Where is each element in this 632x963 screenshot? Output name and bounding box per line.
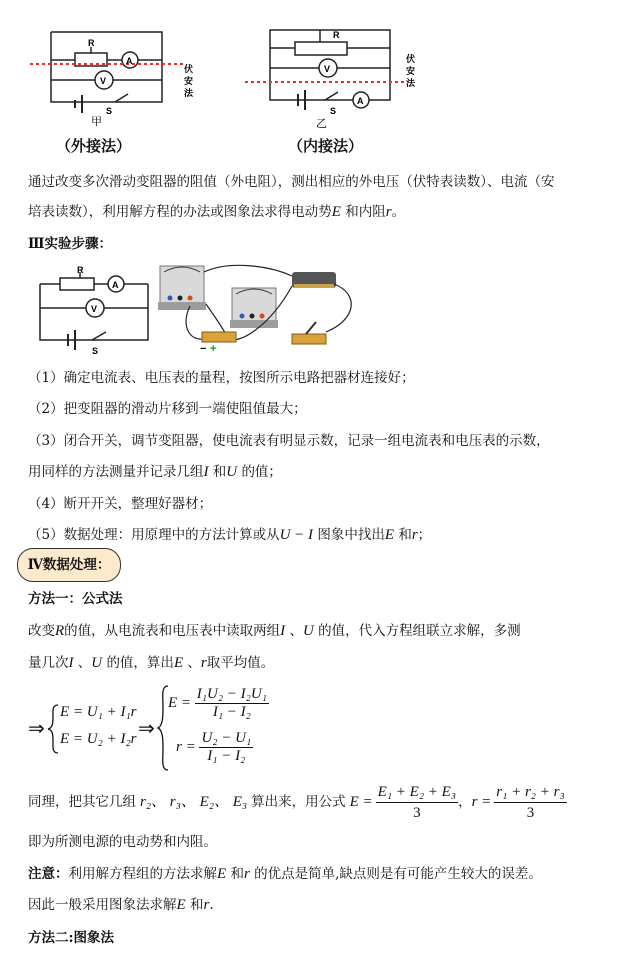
svg-text:甲: 甲 — [91, 116, 102, 128]
step-1: （1）确定电流表、电压表的量程，按图所示电路把器材连接好； — [28, 370, 415, 386]
svg-text:R: R — [77, 265, 84, 275]
solution-r: r = $\frac{\text{U₂ − U₁}}{\text{I₁ − I₂}}$ — [176, 730, 252, 764]
svg-text:法: 法 — [406, 78, 416, 88]
step-3: （3）闭合开关，调节变阻器，使电流表有明显示数，记录一组电流表和电压表的示数， — [28, 433, 550, 449]
svg-text:A: A — [126, 56, 133, 66]
method1-line-2: 量几次I 、U 的值，算出E 、r取平均值。 — [28, 655, 275, 671]
circuit-internal — [245, 30, 416, 130]
step-2: （2）把变阻器的滑动片移到一端使阻值最大； — [28, 401, 307, 417]
experiment-figure — [30, 264, 390, 358]
svg-text:法: 法 — [184, 88, 194, 98]
plus-sign: + — [210, 343, 217, 355]
svg-text:安: 安 — [184, 76, 194, 86]
section-steps-title: Ⅲ实验步骤： — [28, 236, 112, 252]
section-data-badge: Ⅳ数据处理： — [17, 548, 121, 582]
equation-2: E = U₂ + I₂r — [60, 731, 137, 747]
svg-text:A: A — [357, 96, 364, 106]
method1-line-1: 改变R的值，从电流表和电压表中读取两组I 、U 的值，代入方程组联立求解，多测 — [28, 623, 521, 639]
svg-text:S: S — [106, 106, 113, 116]
conclusion: 即为所测电源的电动势和内阻。 — [28, 834, 217, 850]
svg-text:S: S — [92, 346, 99, 356]
note-line-1: 注意：利用解方程组的方法求解E 和r 的优点是简单,缺点则是有可能产生较大的误差。 — [28, 866, 542, 882]
caption-external: （外接法） — [56, 137, 132, 155]
apparatus-photo — [158, 265, 351, 355]
step-4: （4）断开开关，整理好器材； — [28, 496, 213, 512]
intro-line-2: 培表读数），利用解方程的办法或图象法求得电动势E 和内阻r。 — [28, 204, 406, 220]
svg-text:安: 安 — [406, 66, 416, 76]
equation-1: E = U₁ + I₁r — [60, 704, 137, 720]
brace-left-1 — [46, 703, 60, 755]
solution-e: E = $\frac{\text{I₁U₂ − I₂U₁}}{\text{I₁ − I₂}}$ — [168, 686, 267, 720]
circuit-external — [30, 32, 194, 128]
resistor-r-right — [295, 42, 347, 55]
svg-text:R: R — [88, 38, 95, 48]
step-3-cont: 用同样的方法测量并记录几组I 和U 的值； — [28, 464, 282, 480]
svg-text:R: R — [333, 30, 340, 40]
steps-circuit — [40, 265, 148, 356]
method1-title: 方法一：公式法 — [28, 591, 123, 607]
step-5: （5）数据处理：用原理中的方法计算或从U − I 图象中找出E 和r； — [28, 527, 432, 543]
svg-text:乙: 乙 — [316, 118, 327, 130]
method2-title: 方法二:图象法 — [28, 930, 114, 946]
svg-text:V: V — [91, 304, 98, 314]
circuit-diagrams — [20, 22, 440, 134]
svg-text:伏: 伏 — [406, 54, 416, 64]
note-line-2: 因此一般采用图象法求解E 和r. — [28, 897, 214, 913]
caption-internal: （内接法） — [288, 137, 364, 155]
minus-sign: − — [200, 343, 207, 355]
implies-arrow-1: ⇒ — [28, 718, 45, 740]
svg-text:A: A — [112, 280, 119, 290]
averaging-line: 同理，把其它几组 r₂、 r₃、 E₂、 E₃ 算出来，用公式 E = $\frac{\text{E₁ + E₂ + E₃}}{3}$ ， r = $\frac{\text{r₁ + r₂ + r₃}}{3}$ — [28, 783, 565, 821]
side-label-1: 伏 — [184, 64, 194, 74]
intro-line-1: 通过改变多次滑动变阻器的阻值（外电阻），测出相应的外电压（伏特表读数）、电流（安 — [28, 174, 555, 190]
svg-text:V: V — [100, 76, 107, 86]
svg-text:S: S — [330, 106, 337, 116]
svg-text:V: V — [324, 64, 331, 74]
implies-arrow-2: ⇒ — [138, 718, 155, 740]
